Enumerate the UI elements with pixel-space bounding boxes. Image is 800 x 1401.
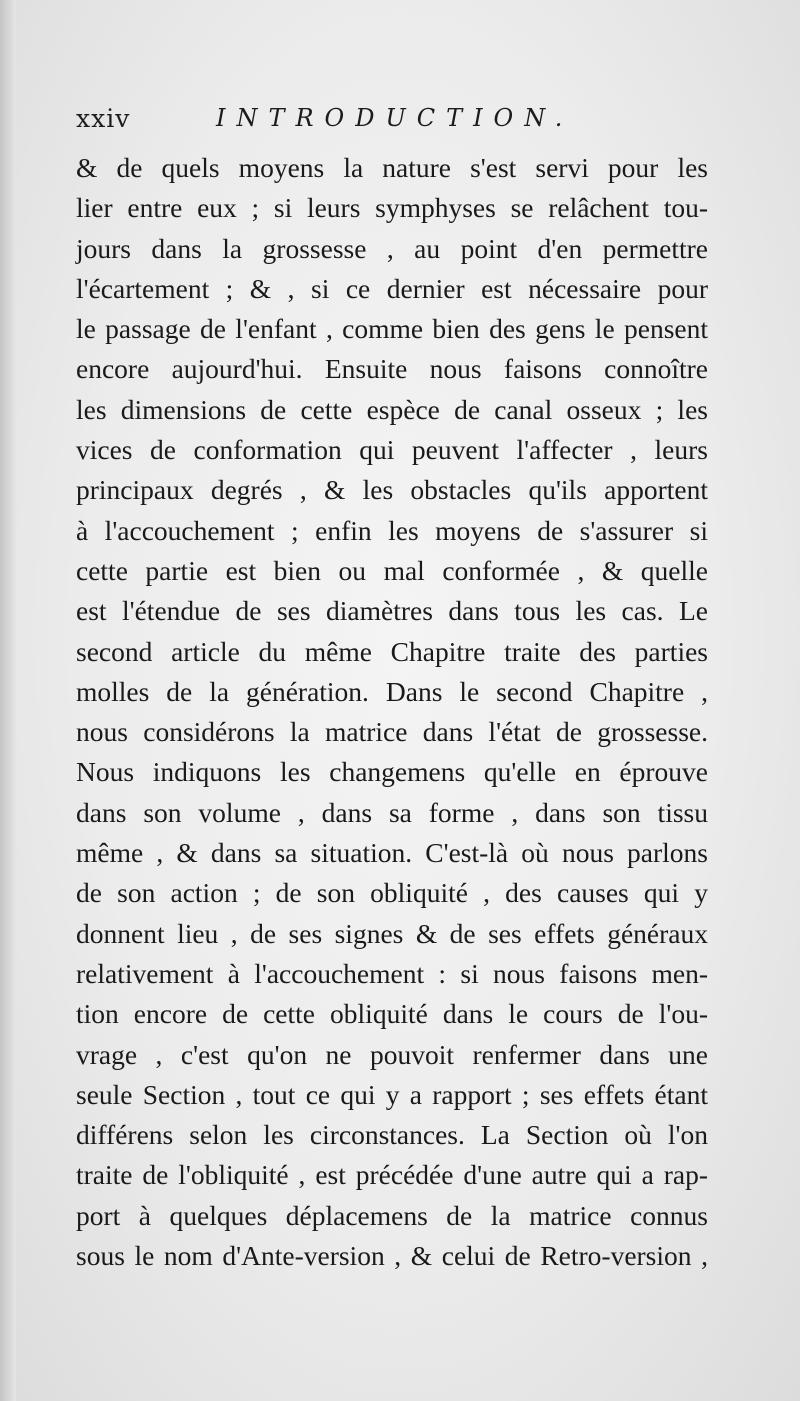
text-line: port à quelques déplacemens de la matrice connus — [76, 1199, 708, 1231]
text-line: traite de l'obliquité , est précédée d'une autre qui a rap- — [76, 1159, 708, 1191]
text-line: même , & dans sa situation. C'est-là où nous parlons — [76, 837, 708, 869]
text-line: est l'étendue de ses diamètres dans tous les cas. Le — [76, 595, 708, 627]
text-line: vices de conformation qui peuvent l'affecter , leurs — [76, 434, 708, 466]
text-line: de son action ; de son obliquité , des causes qui y — [76, 877, 708, 909]
text-line: vrage , c'est qu'on ne pouvoit renfermer dans une — [76, 1038, 708, 1070]
text-line: second article du même Chapitre traite des parties — [76, 635, 708, 667]
text-line: à l'accouchement ; enfin les moyens de s'assurer si — [76, 514, 708, 546]
text-line: dans son volume , dans sa forme , dans son tissu — [76, 796, 708, 828]
text-line: & de quels moyens la nature s'est servi pour les — [76, 152, 708, 183]
running-title: INTRODUCTION. — [216, 104, 574, 132]
page-number: xxiv — [76, 104, 131, 133]
page-gutter-shadow — [0, 0, 16, 1401]
body-text — [76, 148, 708, 1276]
text-line: différens selon les circonstances. La Section où l'on — [76, 1119, 708, 1151]
text-line: sous le nom d'Ante-version , & celui de Retro-version , — [76, 1240, 708, 1272]
text-line: l'écartement ; & , si ce dernier est nécessaire pour — [76, 272, 708, 304]
text-line: Nous indiquons les changemens qu'elle en éprouve — [76, 756, 708, 788]
text-line: tion encore de cette obliquité dans le cours de l'ou- — [76, 998, 708, 1030]
text-line: cette partie est bien ou mal conformée , & quelle — [76, 554, 708, 586]
text-line: molles de la génération. Dans le second Chapitre , — [76, 675, 708, 707]
text-line: les dimensions de cette espèce de canal osseux ; les — [76, 393, 708, 425]
text-line: nous considérons la matrice dans l'état de grossesse. — [76, 716, 708, 748]
text-line: le passage de l'enfant , comme bien des gens le pensent — [76, 313, 708, 345]
text-line: jours dans la grossesse , au point d'en permettre — [76, 232, 708, 264]
text-line: lier entre eux ; si leurs symphyses se relâchent tou- — [76, 192, 708, 224]
page-header — [76, 100, 706, 140]
text-line: relativement à l'accouchement : si nous faisons men- — [76, 957, 708, 989]
text-line: encore aujourd'hui. Ensuite nous faisons connoître — [76, 353, 708, 385]
text-line: seule Section , tout ce qui y a rapport ; ses effets étant — [76, 1078, 708, 1110]
text-line: principaux degrés , & les obstacles qu'ils apportent — [76, 474, 708, 506]
text-line: donnent lieu , de ses signes & de ses effets généraux — [76, 917, 708, 949]
